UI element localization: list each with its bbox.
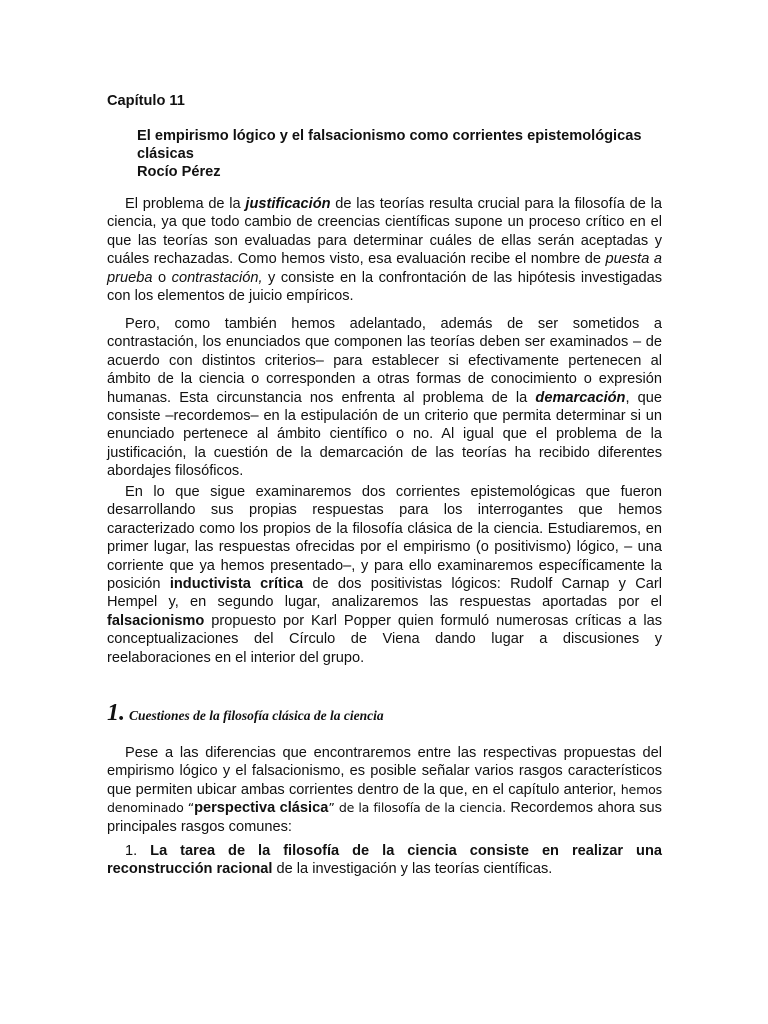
chapter-author: Rocío Pérez	[137, 164, 221, 180]
chapter-heading: Capítulo 11	[107, 93, 185, 109]
chapter-title-block	[137, 127, 677, 181]
paragraph-5-list-item: 1. La tarea de la filosofía de la ciencia consiste en realizar una reconstrucción racional de la investigación y las teorías científicas.	[107, 843, 662, 878]
section-heading	[107, 700, 384, 727]
chapter-title-line-1: El empirismo lógico y el falsacionismo como corrientes epistemológicas	[137, 128, 642, 144]
term-contrastacion: contrastación,	[171, 269, 263, 286]
term-demarcacion: demarcación	[535, 389, 626, 406]
paragraph-4: Pese a las diferencias que encontraremos entre las respectivas propuestas del empirismo lógico y el falsacionismo, es posible señalar varios rasgos característicos que permiten ubicar ambas corrientes dentro de la que, en el capítulo anterior, hemos denominado “perspectiva clásica” de la filosofía de la ciencia. Recordemos ahora sus principales rasgos comunes:	[107, 745, 662, 835]
section-title: Cuestiones de la filosofía clásica de la ciencia	[129, 708, 384, 723]
chapter-title-line-2: clásicas	[137, 146, 194, 162]
term-inductivista-critica: inductivista crítica	[169, 576, 304, 593]
section-number: 1.	[107, 700, 125, 726]
term-puesta-a-prueba: puesta a prueba	[107, 251, 662, 286]
paragraph-1: El problema de la justificación de las teorías resulta crucial para la filosofía de la ciencia, ya que todo cambio de creencias científicas supone un proceso crítico en el que las teorías son evaluadas para determinar cuáles de ellas serán aceptadas y cuáles rechazadas. Como hemos visto, esa evaluación recibe el nombre de puesta a prueba o contrastación, y consiste en la confrontación de las hipótesis investigadas con los elementos de juicio empíricos.	[107, 196, 662, 305]
list-item-bold-text: La tarea de la filosofía de la ciencia consiste en realizar una reconstrucción racional	[107, 843, 662, 878]
term-falsacionismo: falsacionismo	[107, 612, 205, 629]
paragraph-3: En lo que sigue examinaremos dos corrientes epistemológicas que fueron desarrollando sus propias respuestas para los interrogantes que hemos caracterizado como los propios de la filosofía clásica de la ciencia. Estudiaremos, en primer lugar, las respuestas ofrecidas por el empirismo (o positivismo) lógico, – una corriente que ya hemos presentado–, y para ello examinaremos específicamente la posición inductivista crítica de dos positivistas lógicos: Rudolf Carnap y Carl Hempel y, en segundo lugar, analizaremos las respuestas aportadas por el falsacionismo propuesto por Karl Popper quien formuló numerosas críticas a las conceptualizaciones del Círculo de Viena dando lugar a discusiones y reelaboraciones en el interior del grupo.	[107, 484, 662, 666]
paragraph-2: Pero, como también hemos adelantado, además de ser sometidos a contrastación, los enunciados que componen las teorías deben ser examinados – de acuerdo con distintos criterios– para establecer si efectivamente pertenecen al ámbito de la ciencia o corresponden a otras formas de conocimiento o expresión humanas. Esta circunstancia nos enfrenta al problema de la demarcación, que consiste –recordemos– en la estipulación de un criterio que permita determinar si un enunciado pertenece al ámbito científico o no. Al igual que el problema de la justificación, la cuestión de la demarcación de las teorías ha recibido diferentes abordajes filosóficos.	[107, 316, 662, 480]
term-perspectiva-clasica: perspectiva clásica	[194, 800, 329, 817]
term-justificacion: justificación	[245, 196, 331, 212]
